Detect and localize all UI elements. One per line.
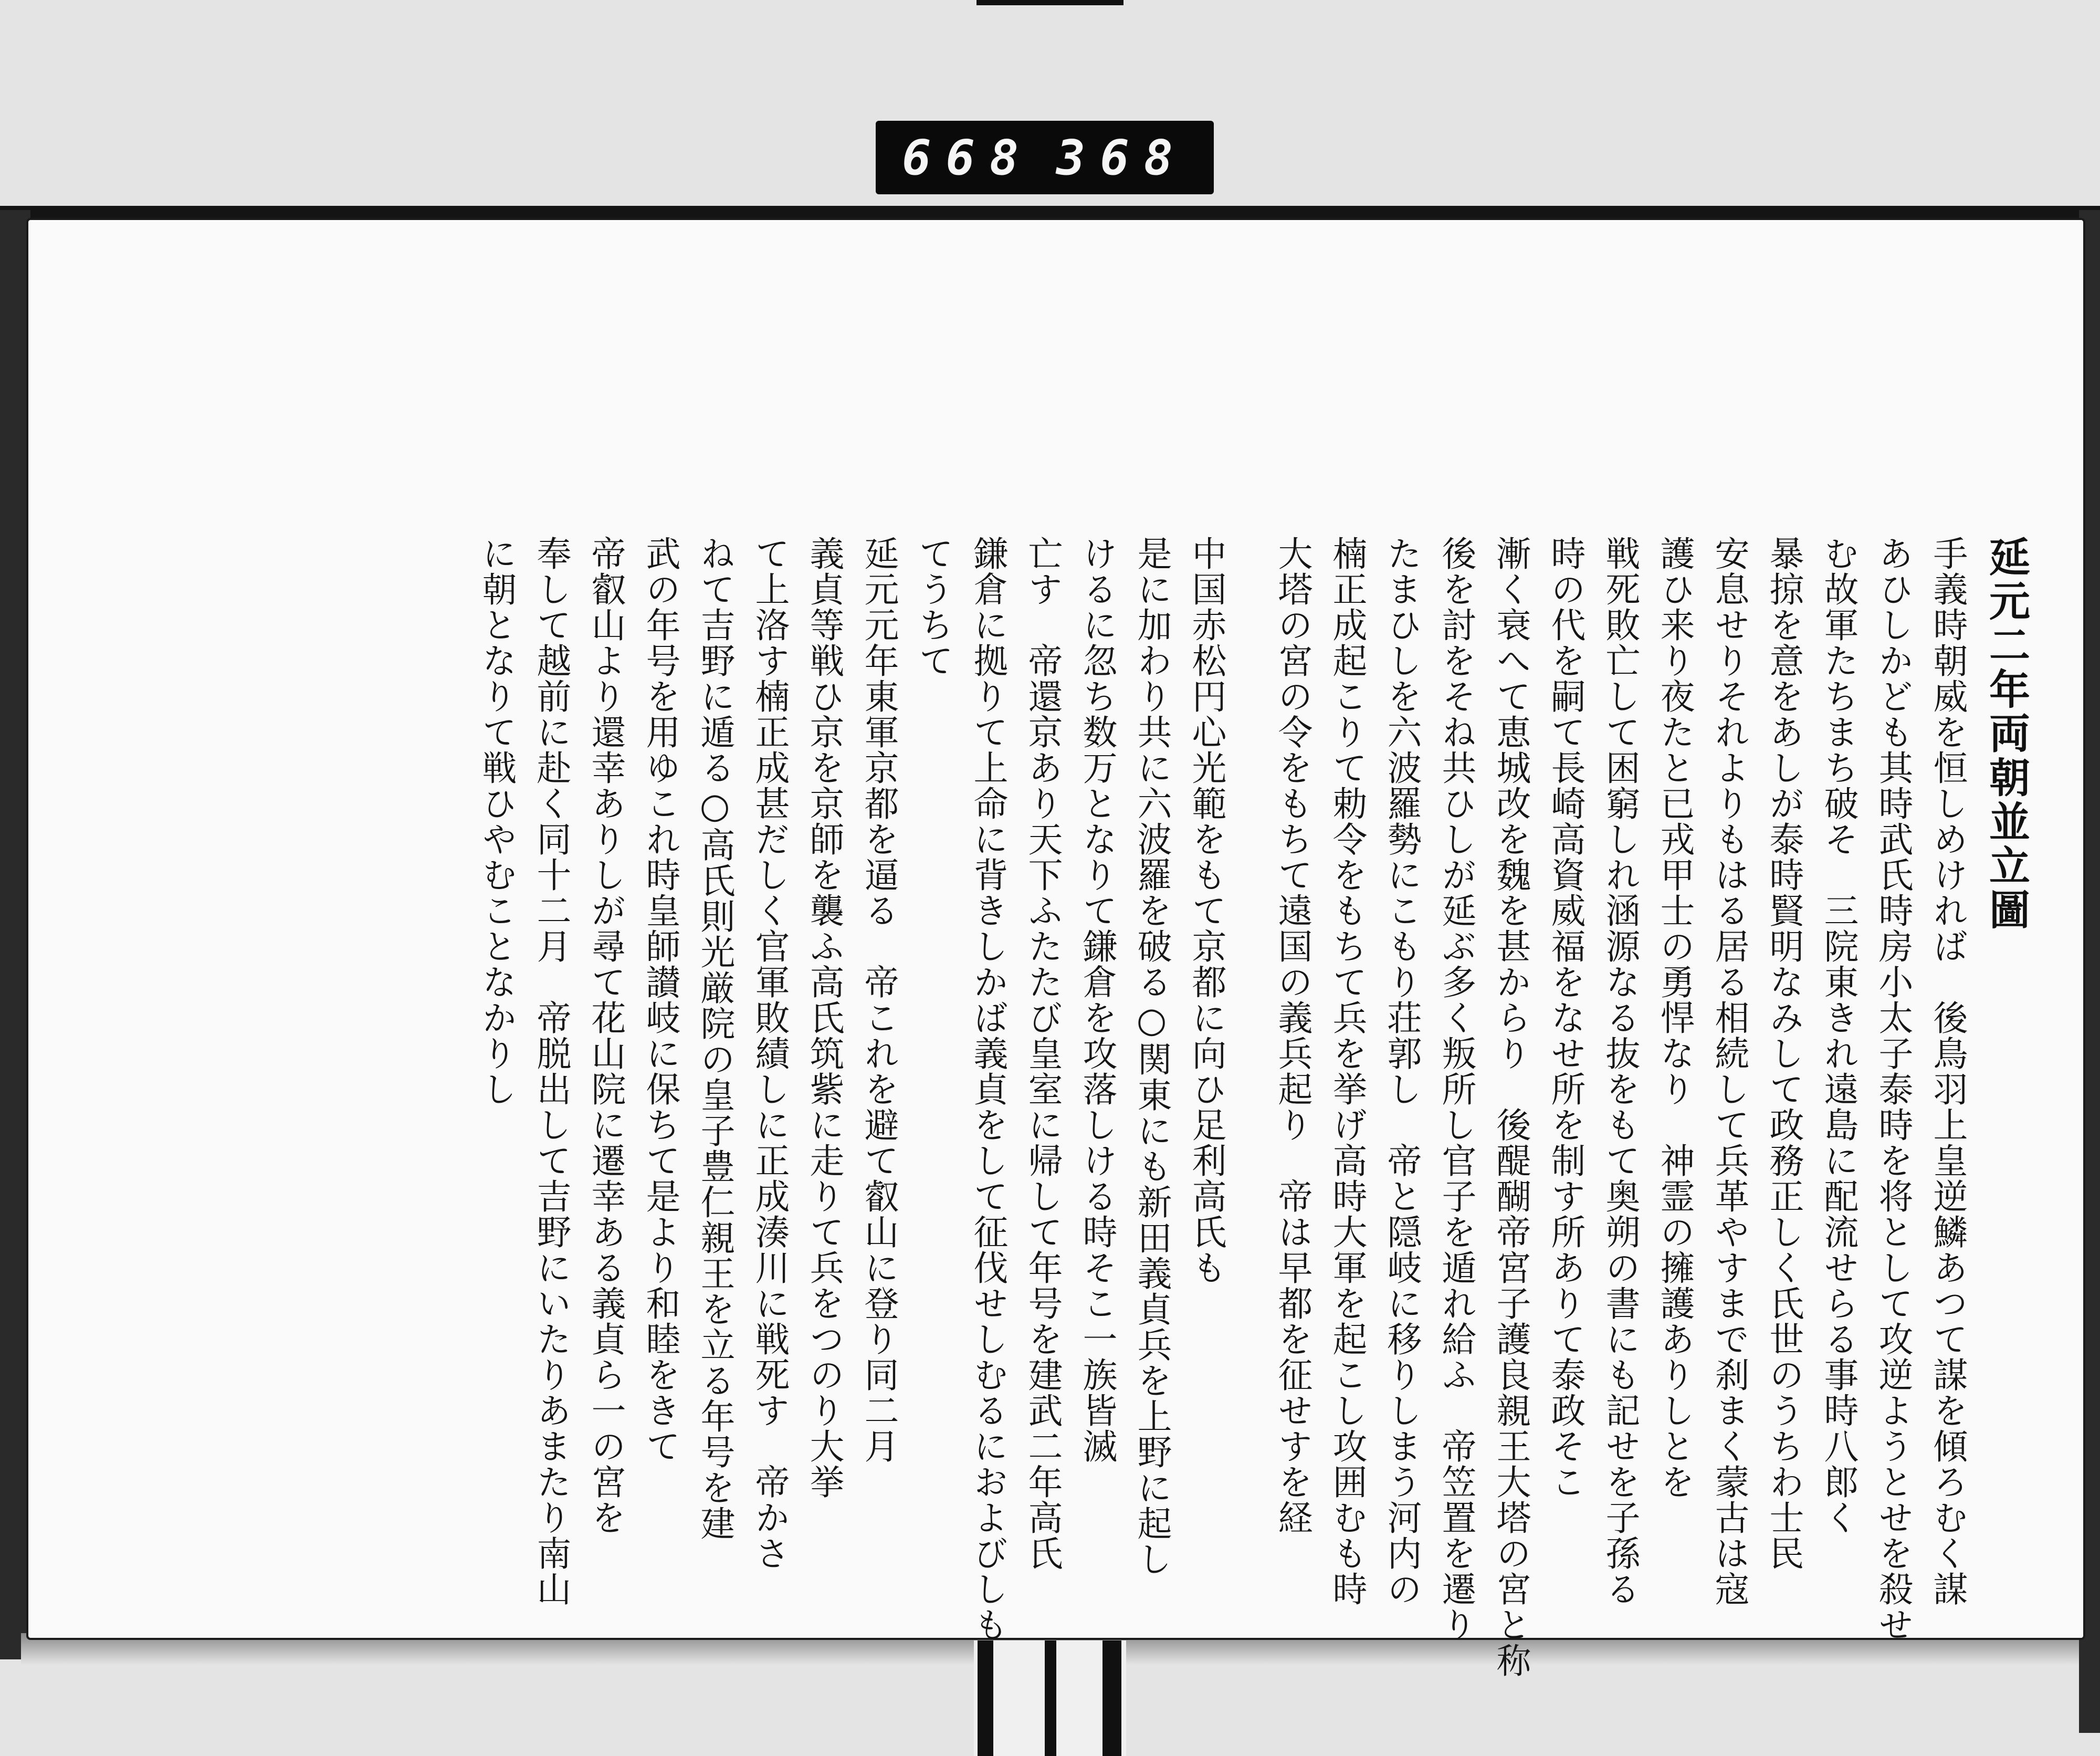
text-column: 戦死敗亡して困窮しれ涵源なる抜をもて奥朔の書にも記せを子孫る	[1600, 536, 1640, 1607]
text-column: てうちて	[913, 536, 953, 678]
text-column: 後を討をそね共ひしが延ぶ多く叛所し官子を遁れ給ふ 帝笠置を遷り	[1436, 536, 1476, 1643]
text-column: 手義時朝威を恒しめければ 後鳥羽上皇逆鱗あつて謀を傾ろむく謀	[1927, 536, 1968, 1607]
text-column: 義貞等戦ひ京を京師を襲ふ高氏筑紫に走りて兵をつのり大挙	[804, 536, 844, 1500]
text-column: 奉して越前に赴く同十二月 帝脱出して吉野にいたりあまたり南山	[531, 536, 571, 1607]
text-column: ねて吉野に遁る○高氏則光厳院の皇子豊仁親王を立る年号を建	[695, 536, 735, 1541]
text-column: 是に加わり共に六波羅を破る○関東にも新田義貞兵を上野に起し	[1131, 536, 1172, 1577]
frame-number-left: 668	[902, 129, 1034, 186]
text-column: けるに忽ち数万となりて鎌倉を攻落しける時そこ一族皆滅	[1077, 536, 1117, 1464]
text-column: 護ひ来り夜たと已戎甲士の勇悍なり 神霊の擁護ありしとを	[1654, 536, 1695, 1500]
text-column: 楠正成起こりて勅令をもちて兵を挙げ高時大軍を起こし攻囲むも時	[1327, 536, 1367, 1607]
binding-bar	[1102, 1640, 1121, 1756]
text-column: 亡す 帝還京あり天下ふたたび皇室に帰して年号を建武二年高氏	[1022, 536, 1063, 1571]
text-column: あひしかども其時武氏時房小太子泰時を将として攻逆ようとせを殺せ	[1873, 536, 1913, 1643]
text-column: 時の代を嗣て長崎高資威福をなせ所を制す所ありて泰政そこ	[1545, 536, 1586, 1500]
text-column: に朝となりて戦ひやむことなかりし	[476, 536, 517, 1107]
text-column: 武の年号を用ゆこれ時皇師讃岐に保ちて是より和睦をきて	[640, 536, 680, 1464]
text-column: む故軍たちまち破そ 三院東きれ遠島に配流せらる事時八郎く	[1818, 536, 1858, 1535]
text-column: 中国赤松円心光範をもて京都に向ひ足利高氏も	[1186, 536, 1226, 1285]
text-column: たまひしを六波羅勢にこもり荘郭し 帝と隠岐に移りしまう河内の	[1381, 536, 1422, 1607]
text-column: 延元元年東軍京都を逼る 帝これを避て叡山に登り同二月	[858, 536, 899, 1464]
frame-number-right: 368	[1056, 129, 1188, 186]
frame-counter	[876, 121, 1214, 194]
text-column: 帝叡山より還幸ありしが尋て花山院に遷幸ある義貞ら一の宮を	[585, 536, 626, 1535]
page-title: 延元二年両朝並立圖	[1982, 536, 2030, 933]
text-column: 鎌倉に拠りて上命に背きしかば義貞をして征伐せしむるにおよびしも	[968, 536, 1008, 1643]
text-column: 安息せりそれよりもはる居る相続して兵革やすまで刹まく蒙古は寇	[1709, 536, 1749, 1607]
text-column: 暴掠を意をあしが泰時賢明なみして政務正しく氏世のうちわ士民	[1763, 536, 1804, 1571]
binding-bar	[1045, 1640, 1056, 1756]
text-column: 大塔の宮の令をもちて遠国の義兵起り 帝は早都を征せすを経	[1272, 536, 1312, 1535]
film-speckle	[976, 0, 1124, 5]
binding-bar	[978, 1640, 993, 1756]
vertical-text-block	[105, 536, 2030, 1678]
text-column: て上洛す楠正成甚だしく官軍敗績しに正成湊川に戦死す 帝かさ	[749, 536, 790, 1571]
text-column: 漸く衰へて恵城改を魏を甚からり 後醍醐帝宮子護良親王大塔の宮と称	[1490, 536, 1531, 1678]
